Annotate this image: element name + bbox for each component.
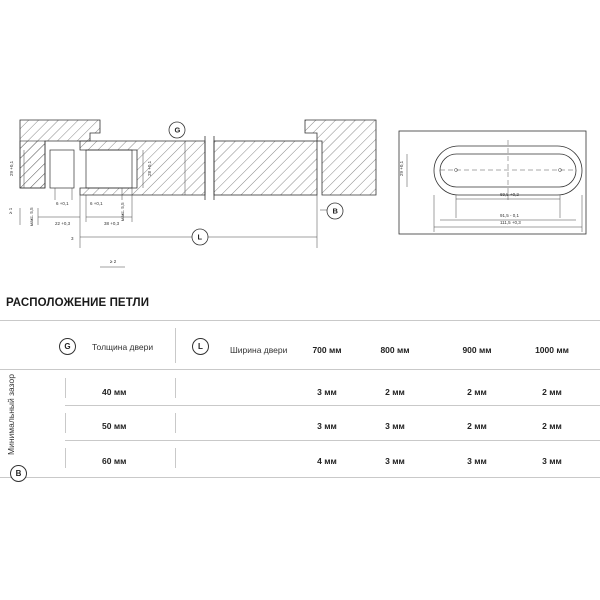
table-cell: 2 мм [542, 421, 562, 431]
row-label: 50 мм [102, 421, 127, 431]
frame-section [20, 120, 132, 188]
table-cell: 2 мм [467, 421, 487, 431]
section-title: РАСПОЛОЖЕНИЕ ПЕТЛИ [6, 297, 150, 309]
body-divider-1 [175, 378, 176, 398]
dim-3: 3 [71, 236, 74, 241]
dim-91-5: 91,5 - 0,1 [500, 213, 520, 218]
dim-6b: 6 +0,1 [90, 201, 103, 206]
body-divider-3 [175, 448, 176, 468]
dim-38: 38 +0,3 [104, 221, 120, 226]
dim-gap-2: ≥ 2 [110, 259, 117, 264]
column-header: 1000 мм [535, 345, 569, 355]
door-leaf-section [80, 141, 317, 195]
g-marker: G [59, 338, 76, 355]
l-marker: L [192, 338, 209, 355]
table-cell: 2 мм [385, 387, 405, 397]
body-divider-2 [175, 413, 176, 433]
dim-22: 22 +0,3 [55, 221, 71, 226]
row-rule-2 [65, 440, 600, 441]
table-cell: 3 мм [317, 421, 337, 431]
table-cell: 4 мм [317, 456, 337, 466]
table-cell: 2 мм [467, 387, 487, 397]
table-header-rule [0, 369, 600, 370]
label-divider-2 [65, 413, 66, 433]
dim-gap-1: ≥ 1 [8, 207, 13, 214]
dim-29-right: 29 +0,1 [399, 160, 404, 176]
table-cell: 3 мм [385, 456, 405, 466]
dim-111-5: 111,5 +0,3 [500, 220, 521, 225]
column-header: 900 мм [462, 345, 492, 355]
dim-max-5-5-left: макс. 5,5 [29, 207, 34, 226]
label-divider-1 [65, 378, 66, 398]
door-width-label: Ширина двери [230, 345, 288, 355]
minimal-gap-label: Минимальный зазор [6, 374, 16, 455]
column-header: 700 мм [312, 345, 342, 355]
b-marker: B [10, 465, 27, 482]
slot-template-drawing [399, 131, 586, 234]
table-top-rule [0, 320, 600, 321]
dim-29-left: 29 +0,1 [9, 160, 14, 176]
door-thickness-label: Толщина двери [92, 342, 154, 352]
table-cell: 3 мм [467, 456, 487, 466]
table-bottom-rule [0, 477, 600, 478]
marker-b: B [332, 206, 338, 216]
row-label: 40 мм [102, 387, 127, 397]
table-cell: 3 мм [542, 456, 562, 466]
table-cell: 3 мм [317, 387, 337, 397]
dim-6a: 6 +0,1 [56, 201, 69, 206]
break-lines [205, 136, 214, 200]
dim-max-5-5-right: макс. 5,5 [120, 202, 125, 221]
column-header: 800 мм [380, 345, 410, 355]
table-cell: 3 мм [385, 421, 405, 431]
dim-28: 28 +0,1 [147, 160, 152, 176]
label-divider-3 [65, 448, 66, 468]
header-divider [175, 328, 176, 363]
row-rule-1 [65, 405, 600, 406]
table-cell: 2 мм [542, 387, 562, 397]
row-label: 60 мм [102, 456, 127, 466]
marker-l: L [197, 232, 203, 242]
hinge-technical-drawing [0, 0, 600, 290]
dim-69-5: 69,5 +0,2 [500, 192, 519, 197]
marker-g: G [174, 125, 181, 135]
